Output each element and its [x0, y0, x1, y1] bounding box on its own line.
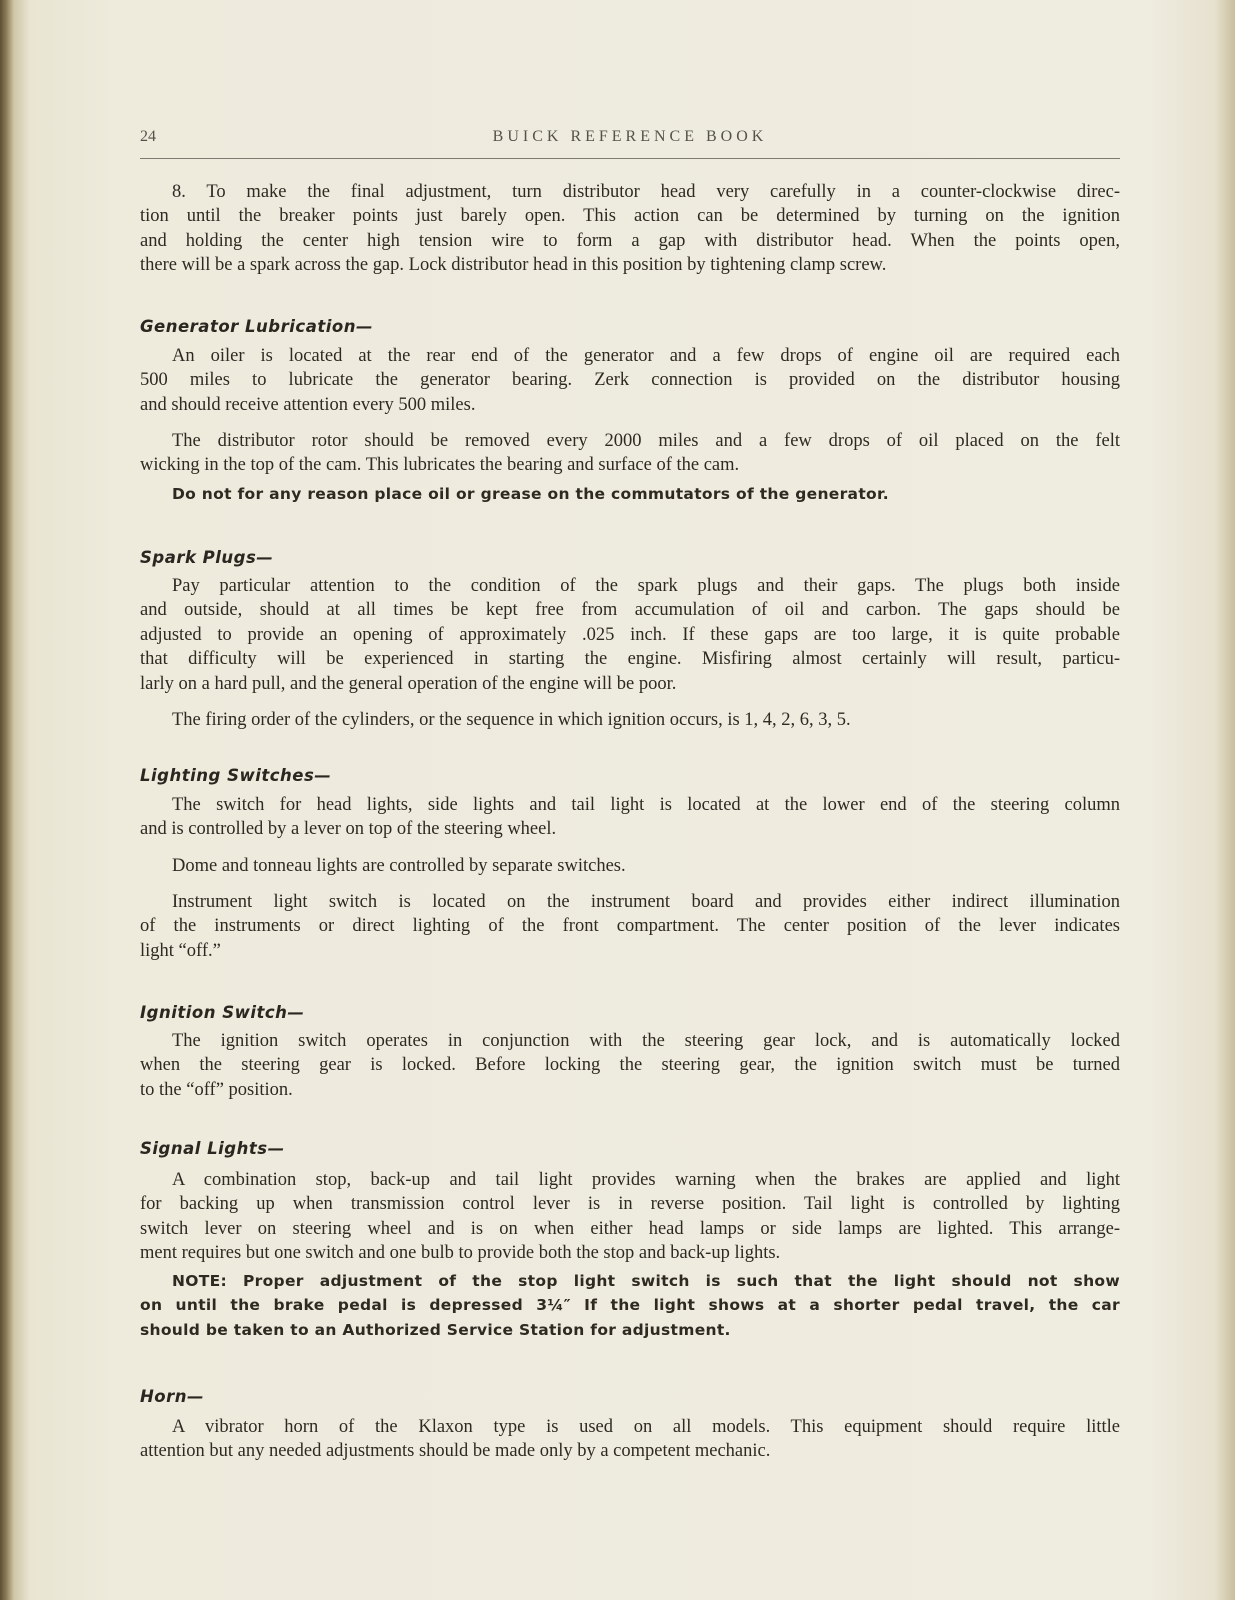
bold-notice	[140, 482, 1120, 506]
text-line: and should receive attention every 500 miles.	[140, 394, 476, 415]
paragraph	[140, 1168, 1120, 1266]
section-heading: Generator Lubrication—	[140, 317, 373, 336]
paragraph	[140, 574, 1120, 696]
paragraph	[140, 890, 1120, 963]
paragraph	[140, 344, 1120, 417]
text-line: adjusted to provide an opening of approximately .025 inch. If these gaps are too large, it is quite probable	[140, 624, 1120, 645]
text-line: and is controlled by a lever on top of the steering wheel.	[140, 819, 557, 840]
text-line: switch lever on steering wheel and is on when either head lamps or side lamps are lighted. This arrange-	[140, 1218, 1120, 1239]
paragraph	[140, 708, 1120, 732]
section-heading: Spark Plugs—	[140, 548, 274, 567]
text-line: should be taken to an Authorized Service Station for adjustment.	[140, 1320, 731, 1339]
text-line: ment requires but one switch and one bulb to provide both the stop and back-up lights.	[140, 1243, 781, 1264]
text-line: The switch for head lights, side lights and tail light is located at the lower end of the steering column	[172, 795, 1120, 815]
paragraph	[140, 854, 1120, 878]
section-heading: Ignition Switch—	[140, 1003, 305, 1022]
text-line: for backing up when transmission control lever is in reverse position. Tail light is controlled by lighting	[140, 1194, 1120, 1215]
section-heading: Horn—	[140, 1387, 205, 1406]
text-line: and outside, should at all times be kept free from accumulation of oil and carbon. The gaps should be	[140, 600, 1120, 621]
text-line: tion until the breaker points just barely open. This action can be determined by turning on the ignition	[140, 206, 1120, 227]
text-line: The ignition switch operates in conjunction with the steering gear lock, and is automatically locked	[172, 1031, 1120, 1051]
text-line: Dome and tonneau lights are controlled by separate switches.	[172, 856, 626, 876]
running-header	[140, 128, 1120, 150]
text-line: there will be a spark across the gap. Lock distributor head in this position by tightening clamp screw.	[140, 255, 887, 276]
paragraph	[140, 1029, 1120, 1102]
section-heading: Lighting Switches—	[140, 766, 332, 785]
text-line: A vibrator horn of the Klaxon type is used on all models. This equipment should require little	[172, 1417, 1120, 1437]
text-line: 8. To make the final adjustment, turn distributor head very carefully in a counter-clockwise direc-	[172, 182, 1120, 202]
text-line: NOTE: Proper adjustment of the stop light switch is such that the light should not show	[172, 1272, 1120, 1290]
paragraph	[140, 1415, 1120, 1464]
text-line: wicking in the top of the cam. This lubricates the bearing and surface of the cam.	[140, 455, 740, 476]
text-line: that difficulty will be experienced in starting the engine. Misfiring almost certainly will result, particu-	[140, 649, 1120, 670]
text-line: 500 miles to lubricate the generator bearing. Zerk connection is provided on the distributor housing	[140, 370, 1120, 391]
bold-notice	[140, 1269, 1120, 1342]
running-title: BUICK REFERENCE BOOK	[492, 128, 768, 145]
text-line: to the “off” position.	[140, 1079, 293, 1100]
text-line: on until the brake pedal is depressed 3¼″ If the light shows at a shorter pedal travel, the car	[140, 1296, 1120, 1315]
text-line: and holding the center high tension wire to form a gap with distributor head. When the points open,	[140, 230, 1120, 251]
section-heading: Signal Lights—	[140, 1139, 285, 1158]
text-line: Do not for any reason place oil or grease on the commutators of the generator.	[172, 485, 889, 503]
header-rule	[140, 158, 1120, 159]
text-line: The distributor rotor should be removed every 2000 miles and a few drops of oil placed on the felt	[172, 431, 1120, 451]
text-line: The firing order of the cylinders, or the sequence in which ignition occurs, is 1, 4, 2, 6, 3, 5.	[172, 710, 851, 730]
text-line: larly on a hard pull, and the general operation of the engine will be poor.	[140, 673, 677, 694]
paragraph	[140, 793, 1120, 842]
text-line: light “off.”	[140, 940, 221, 961]
text-line: Instrument light switch is located on the instrument board and provides either indirect illumination	[172, 892, 1120, 912]
paragraph	[140, 180, 1120, 278]
page-number: 24	[140, 128, 156, 145]
text-line: when the steering gear is locked. Before locking the steering gear, the ignition switch must be turned	[140, 1055, 1120, 1076]
text-line: A combination stop, back-up and tail light provides warning when the brakes are applied and light	[172, 1170, 1120, 1190]
text-line: of the instruments or direct lighting of the front compartment. The center position of the lever indicates	[140, 916, 1120, 937]
text-line: An oiler is located at the rear end of the generator and a few drops of engine oil are required each	[172, 346, 1120, 366]
paragraph	[140, 429, 1120, 478]
text-line: Pay particular attention to the condition of the spark plugs and their gaps. The plugs both inside	[172, 576, 1120, 596]
text-line: attention but any needed adjustments should be made only by a competent mechanic.	[140, 1441, 771, 1462]
